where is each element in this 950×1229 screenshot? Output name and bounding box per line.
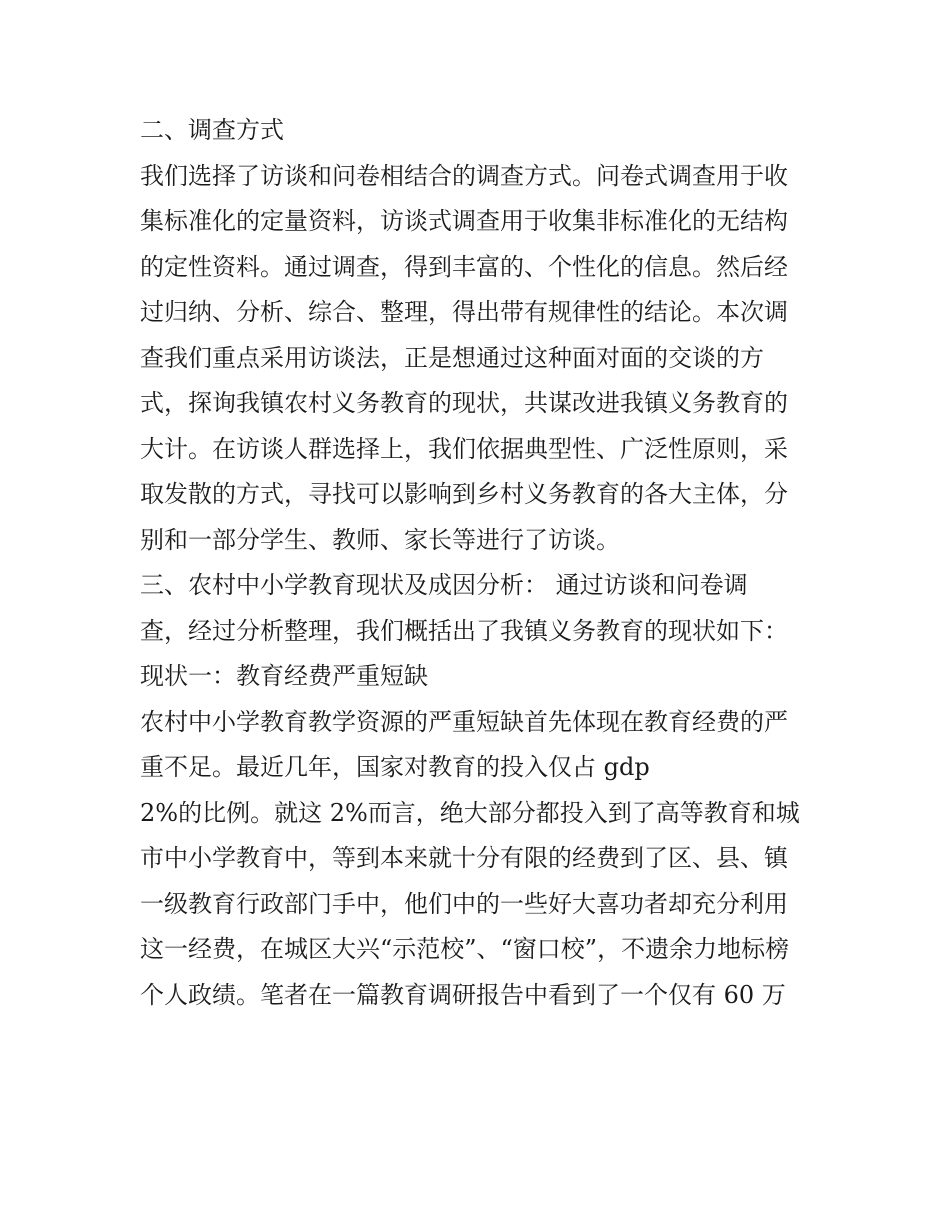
section-heading-status-analysis: 三、农村中小学教育现状及成因分析： 通过访谈和问卷调 [140, 571, 748, 599]
paragraph-line: 个人政绩。笔者在一篇教育调研报告中看到了一个仅有 60 万 [140, 980, 786, 1009]
paragraph-line: 重不足。最近几年，国家对教育的投入仅占 gdp [140, 753, 650, 781]
paragraph-line: 查，经过分析整理，我们概括出了我镇义务教育的现状如下： [140, 616, 788, 645]
paragraph-line: 别和一部分学生、教师、家长等进行了访谈。 [140, 525, 620, 554]
paragraph-line: 的定性资料。通过调查，得到丰富的、个性化的信息。然后经 [140, 252, 788, 281]
section-heading-survey-method: 二、调查方式 [140, 116, 284, 144]
subheading-status-one: 现状一：教育经费严重短缺 [140, 662, 428, 690]
paragraph-line: 一级教育行政部门手中，他们中的一些好大喜功者却充分利用 [140, 889, 788, 918]
paragraph-line: 我们选择了访谈和问卷相结合的调查方式。问卷式调查用于收 [140, 161, 788, 190]
paragraph-line: 农村中小学教育教学资源的严重短缺首先体现在教育经费的严 [140, 707, 788, 736]
paragraph-line: 市中小学教育中，等到本来就十分有限的经费到了区、县、镇 [140, 844, 788, 872]
paragraph-line: 过归纳、分析、综合、整理，得出带有规律性的结论。本次调 [140, 298, 788, 326]
document-body [140, 108, 820, 1018]
paragraph-line: 查我们重点采用访谈法，正是想通过这种面对面的交谈的方 [140, 343, 764, 372]
paragraph-line: 2%的比例。就这 2%而言，绝大部分都投入到了高等教育和城 [140, 798, 800, 827]
paragraph-line: 取发散的方式，寻找可以影响到乡村义务教育的各大主体，分 [140, 480, 788, 508]
paragraph-line: 集标准化的定量资料，访谈式调查用于收集非标准化的无结构 [140, 207, 788, 235]
paragraph-line: 式，探询我镇农村义务教育的现状，共谋改进我镇义务教育的 [140, 389, 788, 417]
paragraph-line: 这一经费，在城区大兴“示范校”、“窗口校”，不遗余力地标榜 [140, 935, 790, 963]
paragraph-line: 大计。在访谈人群选择上，我们依据典型性、广泛性原则，采 [140, 434, 788, 463]
